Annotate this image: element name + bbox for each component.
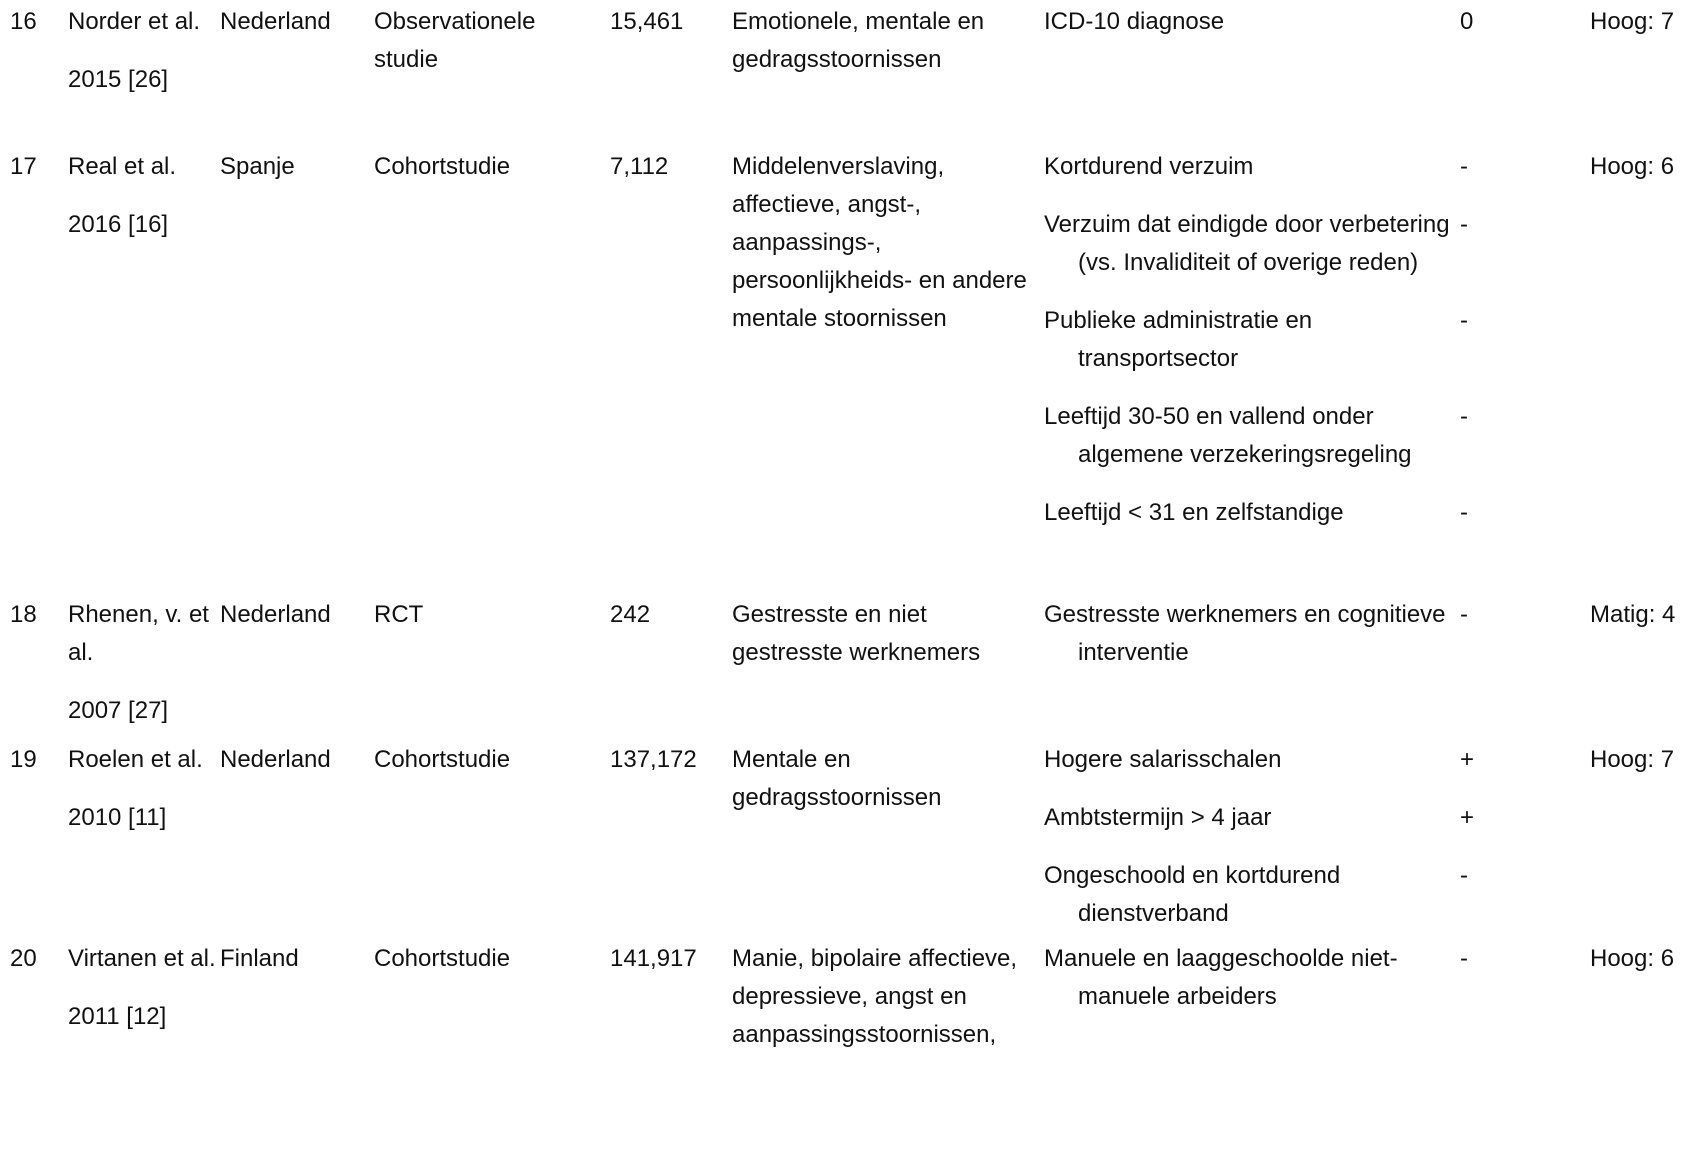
factor-item xyxy=(1044,148,1454,186)
factor-item xyxy=(1044,494,1454,532)
population: Manie, bipolaire affectieve, depressieve, angst en aanpassingsstoornissen, xyxy=(732,945,1018,1048)
country: Finland xyxy=(220,945,299,972)
factor-text: Leeftijd 30-50 en vallend onder algemene verzekeringsregeling xyxy=(1044,403,1412,468)
factor-item xyxy=(1044,302,1454,378)
sample-size: 7,112 xyxy=(610,153,669,180)
factors-cell xyxy=(1044,3,1454,61)
table-row xyxy=(0,940,1688,1166)
author-name: Roelen et al. xyxy=(68,746,203,773)
quality-score: Hoog: 7 xyxy=(1590,746,1675,773)
factor-item xyxy=(1044,398,1454,474)
effect-direction: + xyxy=(1460,804,1475,831)
quality-score: Hoog: 7 xyxy=(1590,8,1675,35)
population: Gestresste en niet gestresste werknemers xyxy=(732,601,981,666)
factor-item xyxy=(1044,741,1454,779)
sample-size: 242 xyxy=(610,601,651,628)
row-number: 17 xyxy=(10,153,37,180)
country: Nederland xyxy=(220,8,331,35)
factor-text: Manuele en laaggeschoolde niet-manuele arbeiders xyxy=(1044,945,1398,1010)
effect-direction: - xyxy=(1460,862,1468,889)
population: Emotionele, mentale en gedragsstoornissen xyxy=(732,8,985,73)
country: Nederland xyxy=(220,746,331,773)
row-number: 18 xyxy=(10,601,37,628)
factors-cell xyxy=(1044,940,1454,1036)
row-number: 16 xyxy=(10,8,37,35)
factor-text: Publieke administratie en transportsector xyxy=(1044,307,1313,372)
country: Nederland xyxy=(220,601,331,628)
author-name: Rhenen, v. et al. xyxy=(68,601,209,666)
publication-year: 2010 [11] xyxy=(68,804,167,831)
factors-cell xyxy=(1044,741,1454,953)
population: Mentale en gedragsstoornissen xyxy=(732,746,942,811)
effects-cell xyxy=(1460,596,1540,692)
author-name: Norder et al. xyxy=(68,8,201,35)
publication-year: 2007 [27] xyxy=(68,697,169,724)
factors-cell xyxy=(1044,596,1454,692)
publication-year: 2016 [16] xyxy=(68,211,169,238)
factor-item xyxy=(1044,596,1454,672)
factor-text: ICD-10 diagnose xyxy=(1044,8,1225,35)
effect-direction: - xyxy=(1460,153,1468,180)
factor-text: Ongeschoold en kortdurend dienstverband xyxy=(1044,862,1341,927)
factor-item xyxy=(1044,3,1454,41)
factor-text: Hogere salarisschalen xyxy=(1044,746,1282,773)
effect-direction: - xyxy=(1460,945,1468,972)
effect-direction: - xyxy=(1460,601,1468,628)
quality-score: Matig: 4 xyxy=(1590,601,1676,628)
author-cell xyxy=(68,741,218,837)
effect-direction: + xyxy=(1460,746,1475,773)
table-row xyxy=(0,596,1688,741)
author-cell xyxy=(68,148,218,244)
publication-year: 2015 [26] xyxy=(68,66,169,93)
author-cell xyxy=(68,940,218,1036)
study-design: Observationele studie xyxy=(374,8,536,73)
quality-score: Hoog: 6 xyxy=(1590,945,1675,972)
factor-item xyxy=(1044,799,1454,837)
study-design: Cohortstudie xyxy=(374,945,511,972)
factor-text: Ambtstermijn > 4 jaar xyxy=(1044,804,1272,831)
effects-cell xyxy=(1460,148,1540,552)
factor-text: Verzuim dat eindigde door verbetering (vs. Invaliditeit of overige reden) xyxy=(1044,211,1450,276)
publication-year: 2011 [12] xyxy=(68,1003,167,1030)
row-number: 19 xyxy=(10,746,37,773)
table-row xyxy=(0,3,1688,148)
author-cell xyxy=(68,3,218,99)
factor-item xyxy=(1044,206,1454,282)
sample-size: 137,172 xyxy=(610,746,697,773)
effect-direction: 0 xyxy=(1460,8,1474,35)
author-name: Real et al. xyxy=(68,153,177,180)
study-design: Cohortstudie xyxy=(374,746,511,773)
effects-cell xyxy=(1460,940,1540,1036)
author-name: Virtanen et al. xyxy=(68,945,216,972)
factors-cell xyxy=(1044,148,1454,552)
effect-direction: - xyxy=(1460,211,1468,238)
factor-text: Gestresste werknemers en cognitieve interventie xyxy=(1044,601,1446,666)
effect-direction: - xyxy=(1460,403,1468,430)
factor-text: Kortdurend verzuim xyxy=(1044,153,1254,180)
factor-item xyxy=(1044,857,1454,933)
quality-score: Hoog: 6 xyxy=(1590,153,1675,180)
effect-direction: - xyxy=(1460,499,1468,526)
country: Spanje xyxy=(220,153,295,180)
sample-size: 141,917 xyxy=(610,945,697,972)
sample-size: 15,461 xyxy=(610,8,684,35)
factor-item xyxy=(1044,940,1454,1016)
table-row xyxy=(0,741,1688,940)
table-row xyxy=(0,148,1688,596)
population: Middelenverslaving, affectieve, angst-, aanpassings-, persoonlijkheids- en andere mentale stoornissen xyxy=(732,153,1027,332)
factor-text: Leeftijd < 31 en zelfstandige xyxy=(1044,499,1344,526)
effects-cell xyxy=(1460,741,1540,953)
study-design: Cohortstudie xyxy=(374,153,511,180)
row-number: 20 xyxy=(10,945,37,972)
effects-cell xyxy=(1460,3,1540,61)
effect-direction: - xyxy=(1460,307,1468,334)
author-cell xyxy=(68,596,218,730)
study-design: RCT xyxy=(374,601,424,628)
